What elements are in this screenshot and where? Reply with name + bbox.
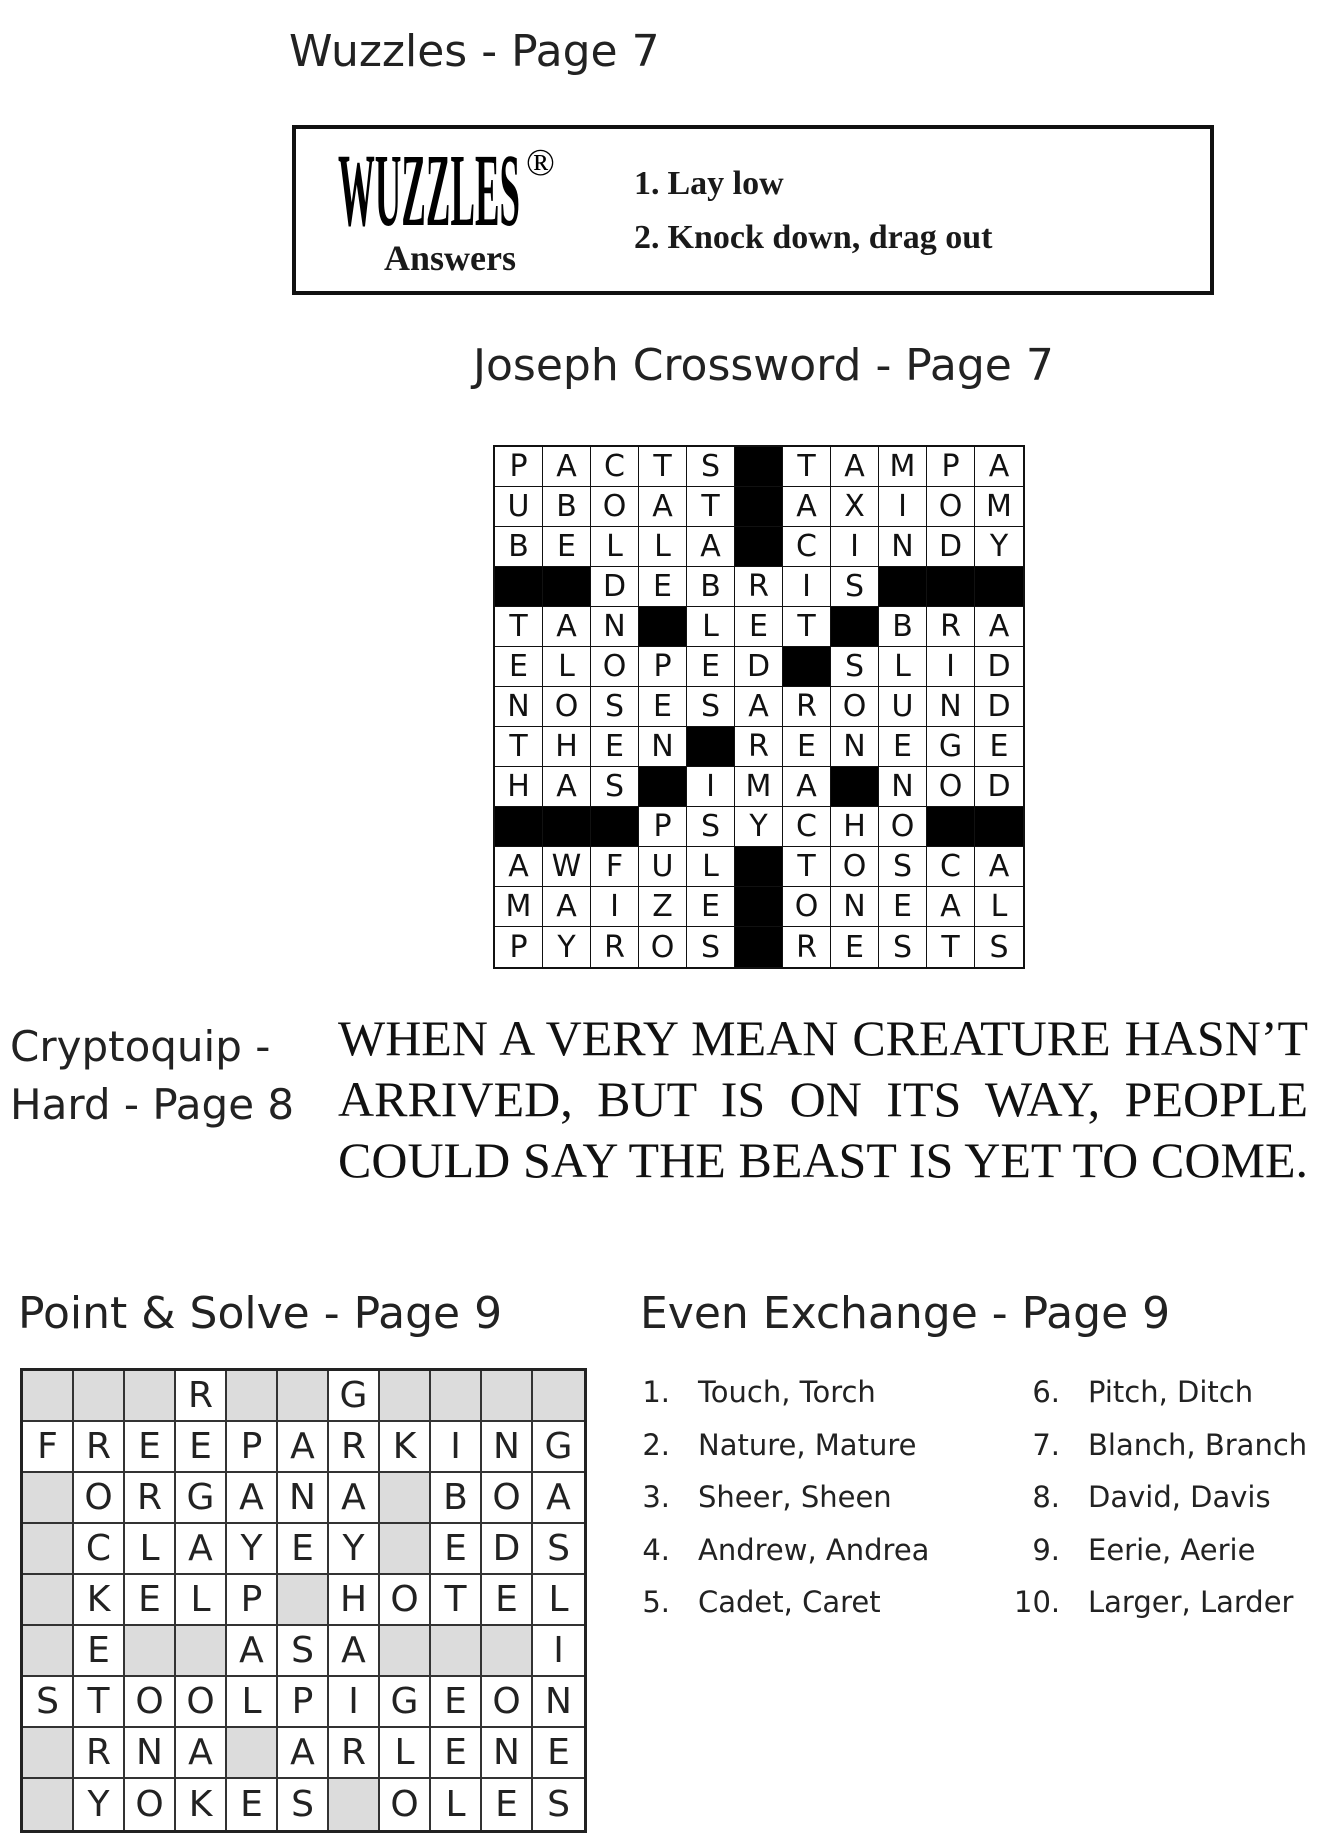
crossword-cell: A xyxy=(975,447,1023,487)
crossword-cell: S xyxy=(687,687,735,727)
crossword-cell: T xyxy=(783,607,831,647)
point-and-solve-cell: S xyxy=(278,1626,329,1677)
crossword-black-square xyxy=(735,887,783,927)
crossword-cell: S xyxy=(591,687,639,727)
point-and-solve-cell: O xyxy=(380,1575,431,1626)
crossword-cell: M xyxy=(495,887,543,927)
crossword-cell: U xyxy=(495,487,543,527)
crossword-black-square xyxy=(735,527,783,567)
crossword-cell: O xyxy=(543,687,591,727)
point-and-solve-cell: Y xyxy=(227,1524,278,1575)
point-and-solve-cell: Y xyxy=(329,1524,380,1575)
point-and-solve-cell: G xyxy=(329,1371,380,1422)
crossword-cell: P xyxy=(639,647,687,687)
crossword-cell: P xyxy=(495,447,543,487)
registered-mark-icon: ® xyxy=(526,142,555,184)
crossword-cell: S xyxy=(591,767,639,807)
crossword-black-square xyxy=(543,807,591,847)
crossword-cell: A xyxy=(783,767,831,807)
point-and-solve-blank-cell xyxy=(125,1371,176,1422)
point-and-solve-blank-cell xyxy=(482,1626,533,1677)
crossword-cell: B xyxy=(495,527,543,567)
crossword-cell: E xyxy=(543,527,591,567)
crossword-cell: D xyxy=(927,527,975,567)
point-and-solve-cell: R xyxy=(125,1473,176,1524)
crossword-cell: E xyxy=(495,647,543,687)
point-and-solve-blank-cell xyxy=(23,1779,74,1830)
point-and-solve-blank-cell xyxy=(482,1371,533,1422)
point-and-solve-cell: R xyxy=(74,1422,125,1473)
crossword-cell: S xyxy=(831,647,879,687)
point-and-solve-blank-cell xyxy=(23,1371,74,1422)
crossword-cell: P xyxy=(927,447,975,487)
point-and-solve-cell: S xyxy=(533,1779,584,1830)
wuzzles-answer-2: 2. Knock down, drag out xyxy=(634,219,993,256)
crossword-cell: M xyxy=(975,487,1023,527)
crossword-cell: Z xyxy=(639,887,687,927)
point-and-solve-blank-cell xyxy=(23,1575,74,1626)
crossword-black-square xyxy=(927,807,975,847)
crossword-cell: A xyxy=(543,447,591,487)
list-item: 5. Cadet, Caret xyxy=(642,1585,881,1619)
crossword-cell: B xyxy=(687,567,735,607)
cryptoquip-line: COULD SAY THE BEAST IS YET TO COME. xyxy=(338,1132,1308,1188)
point-and-solve-cell: O xyxy=(482,1473,533,1524)
point-and-solve-grid xyxy=(20,1368,587,1833)
point-and-solve-cell: P xyxy=(227,1422,278,1473)
point-and-solve-cell: A xyxy=(227,1473,278,1524)
point-and-solve-cell: N xyxy=(482,1728,533,1779)
point-and-solve-cell: L xyxy=(176,1575,227,1626)
point-and-solve-cell: R xyxy=(176,1371,227,1422)
crossword-cell: U xyxy=(879,687,927,727)
crossword-cell: H xyxy=(543,727,591,767)
point-and-solve-cell: L xyxy=(380,1728,431,1779)
crossword-cell: Y xyxy=(543,927,591,967)
cryptoquip-answer xyxy=(338,1008,1308,1191)
crossword-cell: R xyxy=(591,927,639,967)
point-and-solve-cell: E xyxy=(176,1422,227,1473)
point-and-solve-cell: A xyxy=(533,1473,584,1524)
point-and-solve-cell: K xyxy=(74,1575,125,1626)
crossword-cell: I xyxy=(831,527,879,567)
point-and-solve-cell: A xyxy=(329,1626,380,1677)
list-item: 8. David, Davis xyxy=(1032,1480,1271,1514)
list-item: 2. Nature, Mature xyxy=(642,1427,917,1462)
point-and-solve-cell: L xyxy=(431,1779,482,1830)
point-and-solve-blank-cell xyxy=(278,1575,329,1626)
point-and-solve-cell: G xyxy=(176,1473,227,1524)
crossword-cell: H xyxy=(831,807,879,847)
crossword-cell: E xyxy=(687,887,735,927)
crossword-cell: O xyxy=(879,807,927,847)
point-and-solve-cell: I xyxy=(329,1677,380,1728)
cryptoquip-line: ARRIVED, BUT IS ON ITS WAY, PEOPLE xyxy=(338,1071,1308,1127)
point-and-solve-cell: N xyxy=(278,1473,329,1524)
even-exchange-list-right xyxy=(1014,1366,1308,1629)
crossword-cell: T xyxy=(783,447,831,487)
point-and-solve-cell: A xyxy=(176,1728,227,1779)
crossword-black-square xyxy=(735,847,783,887)
point-and-solve-cell: O xyxy=(176,1677,227,1728)
point-and-solve-cell: S xyxy=(278,1779,329,1830)
crossword-cell: C xyxy=(783,807,831,847)
point-and-solve-cell: E xyxy=(533,1728,584,1779)
point-and-solve-heading: Point & Solve - Page 9 xyxy=(18,1288,503,1339)
wuzzles-subtitle: Answers xyxy=(384,238,516,278)
crossword-cell: T xyxy=(783,847,831,887)
crossword-cell: Y xyxy=(975,527,1023,567)
crossword-cell: Y xyxy=(735,807,783,847)
point-and-solve-blank-cell xyxy=(329,1779,380,1830)
crossword-cell: T xyxy=(495,607,543,647)
crossword-cell: A xyxy=(687,527,735,567)
crossword-cell: W xyxy=(543,847,591,887)
crossword-black-square xyxy=(591,807,639,847)
crossword-cell: A xyxy=(543,607,591,647)
point-and-solve-blank-cell xyxy=(227,1728,278,1779)
crossword-cell: A xyxy=(783,487,831,527)
crossword-cell: E xyxy=(591,727,639,767)
point-and-solve-cell: E xyxy=(74,1626,125,1677)
crossword-cell: A xyxy=(543,767,591,807)
crossword-cell: I xyxy=(783,567,831,607)
crossword-cell: N xyxy=(831,887,879,927)
wuzzles-logo-text: WUZZLES xyxy=(338,133,520,233)
point-and-solve-cell: E xyxy=(278,1524,329,1575)
point-and-solve-blank-cell xyxy=(380,1524,431,1575)
point-and-solve-blank-cell xyxy=(74,1371,125,1422)
crossword-cell: C xyxy=(591,447,639,487)
point-and-solve-cell: T xyxy=(74,1677,125,1728)
crossword-cell: D xyxy=(591,567,639,607)
point-and-solve-cell: I xyxy=(431,1422,482,1473)
crossword-cell: N xyxy=(879,527,927,567)
crossword-cell: T xyxy=(495,727,543,767)
crossword-cell: H xyxy=(495,767,543,807)
point-and-solve-cell: E xyxy=(431,1524,482,1575)
crossword-cell: L xyxy=(975,887,1023,927)
crossword-cell: T xyxy=(687,487,735,527)
crossword-cell: N xyxy=(927,687,975,727)
point-and-solve-blank-cell xyxy=(533,1371,584,1422)
crossword-cell: S xyxy=(879,927,927,967)
crossword-cell: O xyxy=(783,887,831,927)
crossword-black-square xyxy=(879,567,927,607)
list-item: 6. Pitch, Ditch xyxy=(1032,1375,1254,1409)
point-and-solve-cell: F xyxy=(23,1422,74,1473)
crossword-black-square xyxy=(639,607,687,647)
crossword-cell: D xyxy=(975,687,1023,727)
crossword-cell: E xyxy=(783,727,831,767)
crossword-cell: D xyxy=(975,647,1023,687)
crossword-cell: O xyxy=(831,847,879,887)
point-and-solve-blank-cell xyxy=(380,1626,431,1677)
point-and-solve-blank-cell xyxy=(380,1473,431,1524)
point-and-solve-cell: E xyxy=(482,1575,533,1626)
point-and-solve-cell: E xyxy=(125,1422,176,1473)
crossword-black-square xyxy=(735,487,783,527)
crossword-black-square xyxy=(687,727,735,767)
crossword-cell: E xyxy=(975,727,1023,767)
crossword-cell: B xyxy=(543,487,591,527)
point-and-solve-cell: A xyxy=(329,1473,380,1524)
list-item: 7. Blanch, Branch xyxy=(1032,1427,1308,1462)
crossword-cell: S xyxy=(831,567,879,607)
crossword-black-square xyxy=(735,927,783,967)
crossword-cell: S xyxy=(879,847,927,887)
crossword-cell: R xyxy=(783,927,831,967)
crossword-cell: C xyxy=(927,847,975,887)
crossword-black-square xyxy=(639,767,687,807)
crossword-cell: O xyxy=(639,927,687,967)
crossword-black-square xyxy=(831,607,879,647)
point-and-solve-cell: G xyxy=(380,1677,431,1728)
point-and-solve-blank-cell xyxy=(431,1626,482,1677)
crossword-cell: U xyxy=(639,847,687,887)
point-and-solve-cell: Y xyxy=(74,1779,125,1830)
crossword-cell: C xyxy=(783,527,831,567)
point-and-solve-cell: O xyxy=(482,1677,533,1728)
crossword-cell: L xyxy=(879,647,927,687)
crossword-cell: B xyxy=(879,607,927,647)
list-item: 10. Larger, Larder xyxy=(1014,1585,1294,1619)
point-and-solve-cell: T xyxy=(431,1575,482,1626)
crossword-cell: N xyxy=(879,767,927,807)
crossword-cell: A xyxy=(975,847,1023,887)
crossword-cell: A xyxy=(975,607,1023,647)
crossword-black-square xyxy=(495,567,543,607)
even-exchange-heading: Even Exchange - Page 9 xyxy=(640,1288,1171,1339)
point-and-solve-cell: H xyxy=(329,1575,380,1626)
crossword-black-square xyxy=(831,767,879,807)
point-and-solve-cell: A xyxy=(227,1626,278,1677)
point-and-solve-cell: K xyxy=(380,1422,431,1473)
crossword-cell: E xyxy=(639,567,687,607)
crossword-cell: E xyxy=(879,727,927,767)
cryptoquip-line: WHEN A VERY MEAN CREATURE HASN’T xyxy=(338,1010,1308,1066)
crossword-cell: P xyxy=(639,807,687,847)
point-and-solve-blank-cell xyxy=(278,1371,329,1422)
point-and-solve-cell: O xyxy=(74,1473,125,1524)
crossword-cell: M xyxy=(735,767,783,807)
crossword-cell: L xyxy=(687,847,735,887)
crossword-grid xyxy=(493,445,1025,969)
crossword-black-square xyxy=(543,567,591,607)
crossword-cell: R xyxy=(927,607,975,647)
point-and-solve-cell: K xyxy=(176,1779,227,1830)
crossword-cell: A xyxy=(495,847,543,887)
point-and-solve-blank-cell xyxy=(380,1371,431,1422)
crossword-cell: N xyxy=(591,607,639,647)
crossword-black-square xyxy=(783,647,831,687)
crossword-black-square xyxy=(975,807,1023,847)
crossword-cell: I xyxy=(927,647,975,687)
point-and-solve-cell: S xyxy=(23,1677,74,1728)
crossword-cell: X xyxy=(831,487,879,527)
crossword-cell: D xyxy=(735,647,783,687)
crossword-cell: S xyxy=(687,447,735,487)
point-and-solve-cell: L xyxy=(125,1524,176,1575)
point-and-solve-cell: O xyxy=(380,1779,431,1830)
crossword-cell: S xyxy=(687,807,735,847)
crossword-cell: A xyxy=(831,447,879,487)
crossword-heading: Joseph Crossword - Page 7 xyxy=(473,340,1054,391)
list-item: 3. Sheer, Sheen xyxy=(642,1480,892,1514)
point-and-solve-cell: D xyxy=(482,1524,533,1575)
crossword-cell: I xyxy=(879,487,927,527)
crossword-black-square xyxy=(495,807,543,847)
point-and-solve-cell: L xyxy=(227,1677,278,1728)
crossword-cell: O xyxy=(927,767,975,807)
crossword-black-square xyxy=(735,447,783,487)
crossword-cell: N xyxy=(639,727,687,767)
list-item: 1. Touch, Torch xyxy=(642,1375,876,1409)
point-and-solve-cell: E xyxy=(227,1779,278,1830)
crossword-cell: M xyxy=(879,447,927,487)
wuzzles-logo xyxy=(338,133,568,233)
crossword-cell: A xyxy=(543,887,591,927)
crossword-cell: O xyxy=(591,647,639,687)
crossword-cell: L xyxy=(543,647,591,687)
point-and-solve-blank-cell xyxy=(23,1473,74,1524)
crossword-cell: E xyxy=(735,607,783,647)
crossword-cell: E xyxy=(879,887,927,927)
point-and-solve-cell: N xyxy=(482,1422,533,1473)
crossword-cell: O xyxy=(591,487,639,527)
list-item: 9. Eerie, Aerie xyxy=(1032,1532,1256,1567)
crossword-cell: E xyxy=(831,927,879,967)
point-and-solve-cell: R xyxy=(329,1422,380,1473)
crossword-black-square xyxy=(975,567,1023,607)
point-and-solve-cell: B xyxy=(431,1473,482,1524)
crossword-cell: R xyxy=(783,687,831,727)
cryptoquip-label: Cryptoquip - Hard - Page 8 xyxy=(10,1022,295,1129)
crossword-cell: L xyxy=(639,527,687,567)
crossword-cell: E xyxy=(687,647,735,687)
point-and-solve-blank-cell xyxy=(23,1524,74,1575)
point-and-solve-cell: R xyxy=(329,1728,380,1779)
point-and-solve-blank-cell xyxy=(125,1626,176,1677)
point-and-solve-cell: A xyxy=(278,1422,329,1473)
crossword-cell: N xyxy=(831,727,879,767)
crossword-cell: L xyxy=(687,607,735,647)
point-and-solve-cell: G xyxy=(533,1422,584,1473)
crossword-cell: O xyxy=(831,687,879,727)
point-and-solve-cell: A xyxy=(176,1524,227,1575)
point-and-solve-blank-cell xyxy=(227,1371,278,1422)
crossword-cell: I xyxy=(687,767,735,807)
crossword-cell: T xyxy=(927,927,975,967)
crossword-cell: E xyxy=(639,687,687,727)
point-and-solve-cell: L xyxy=(533,1575,584,1626)
crossword-cell: D xyxy=(975,767,1023,807)
crossword-cell: P xyxy=(495,927,543,967)
point-and-solve-cell: N xyxy=(125,1728,176,1779)
crossword-cell: S xyxy=(989,929,1009,965)
point-and-solve-cell: P xyxy=(278,1677,329,1728)
wuzzles-answer-1: 1. Lay low xyxy=(634,165,784,202)
wuzzles-answer-box xyxy=(292,125,1214,295)
crossword-cell: A xyxy=(735,687,783,727)
even-exchange-list-left xyxy=(640,1366,930,1629)
list-item: 4. Andrew, Andrea xyxy=(642,1532,930,1567)
crossword-cell: A xyxy=(927,887,975,927)
crossword-cell: O xyxy=(927,487,975,527)
point-and-solve-cell: A xyxy=(278,1728,329,1779)
crossword-cell: S xyxy=(687,927,735,967)
point-and-solve-cell: C xyxy=(74,1524,125,1575)
point-and-solve-cell: N xyxy=(533,1677,584,1728)
point-and-solve-blank-cell xyxy=(23,1728,74,1779)
point-and-solve-cell: E xyxy=(482,1779,533,1830)
crossword-black-square xyxy=(927,567,975,607)
point-and-solve-cell: E xyxy=(431,1728,482,1779)
wuzzles-heading: Wuzzles - Page 7 xyxy=(289,26,660,77)
crossword-cell: A xyxy=(639,487,687,527)
crossword-cell: F xyxy=(591,847,639,887)
point-and-solve-cell: E xyxy=(431,1677,482,1728)
point-and-solve-cell: O xyxy=(125,1677,176,1728)
point-and-solve-blank-cell xyxy=(431,1371,482,1422)
point-and-solve-cell: R xyxy=(74,1728,125,1779)
point-and-solve-cell: P xyxy=(227,1575,278,1626)
crossword-cell: T xyxy=(639,447,687,487)
point-and-solve-blank-cell xyxy=(23,1626,74,1677)
crossword-cell: G xyxy=(927,727,975,767)
point-and-solve-cell: E xyxy=(125,1575,176,1626)
point-and-solve-cell: I xyxy=(533,1626,584,1677)
point-and-solve-cell: S xyxy=(533,1524,584,1575)
crossword-cell: R xyxy=(735,567,783,607)
point-and-solve-cell: O xyxy=(125,1779,176,1830)
point-and-solve-blank-cell xyxy=(176,1626,227,1677)
crossword-cell: I xyxy=(591,887,639,927)
crossword-cell: R xyxy=(735,727,783,767)
crossword-cell: N xyxy=(495,687,543,727)
crossword-cell: L xyxy=(591,527,639,567)
